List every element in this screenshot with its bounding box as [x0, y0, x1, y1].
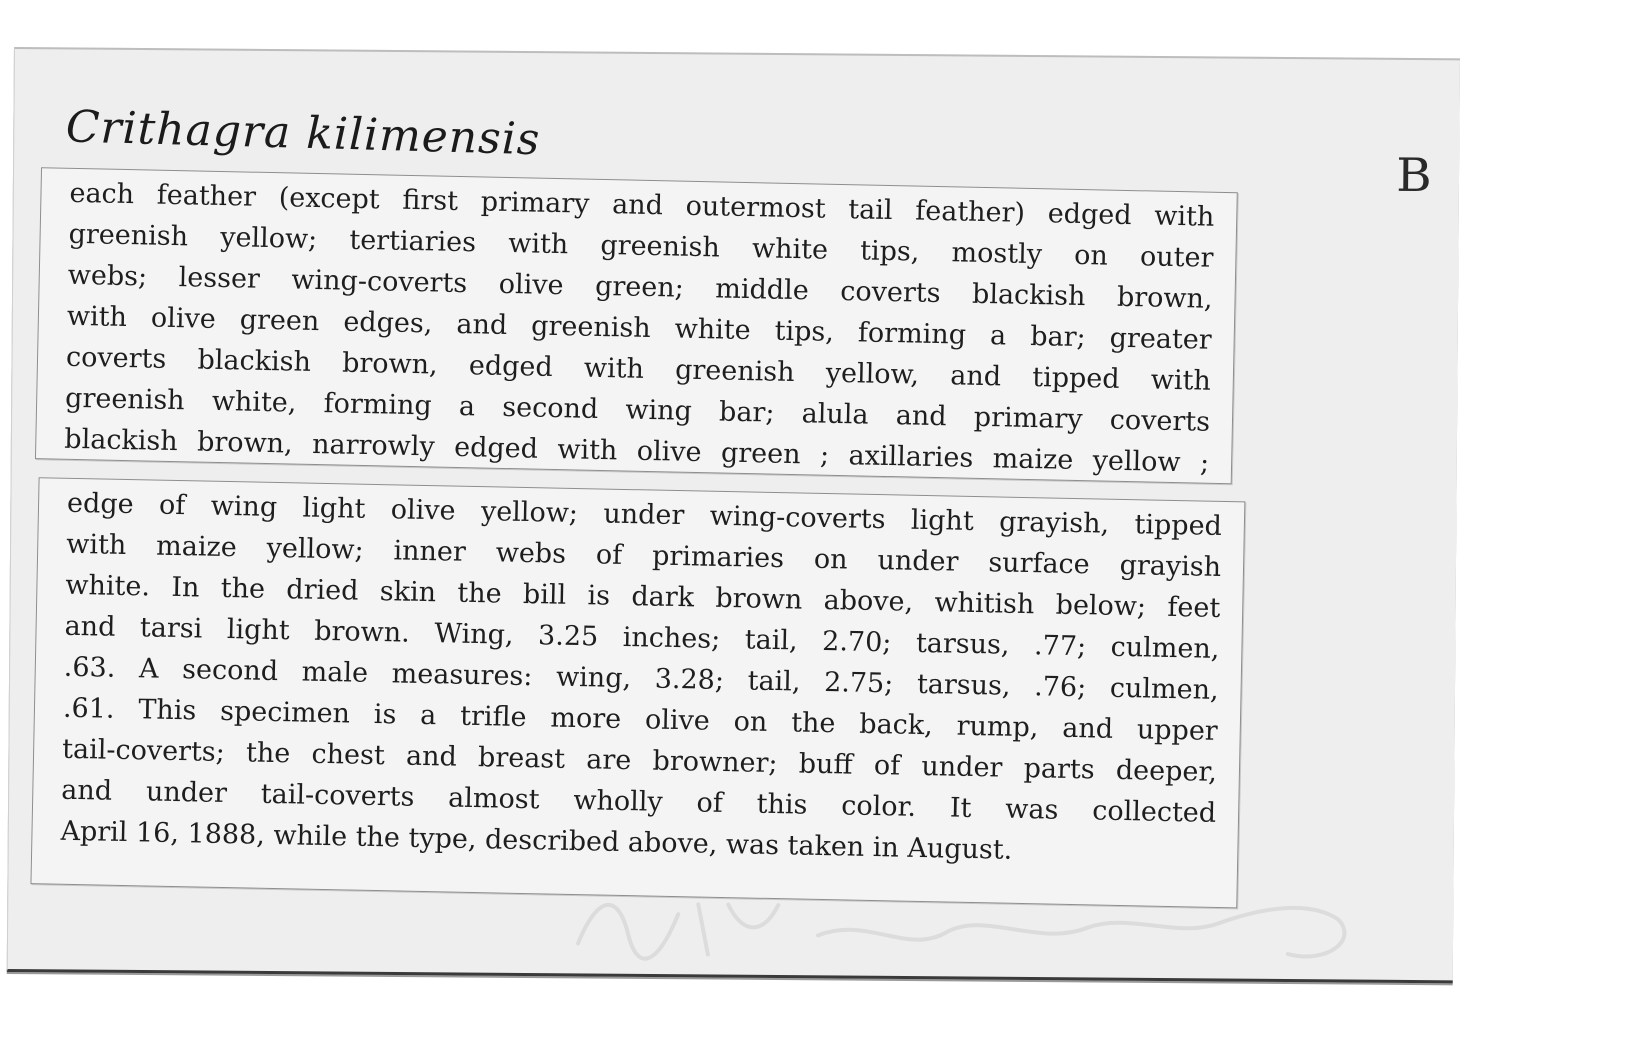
- text-line: with olive green edges, and greenish white tips, forming a bar; greater: [66, 300, 1213, 356]
- handwritten-species-name: Crithagra kilimensis: [65, 101, 542, 166]
- text-line: tail-coverts; the chest and breast are browner; buff of under parts deeper,: [61, 733, 1218, 788]
- text-line: coverts blackish brown, edged with greenish yellow, and tipped with: [65, 341, 1212, 397]
- text-line: blackish brown, narrowly edged with olive green ; axillaries maize yellow ;: [64, 423, 1210, 479]
- bleed-through-handwriting: [568, 873, 1369, 989]
- text-line: and under tail-coverts almost wholly of this color. It was collected: [61, 774, 1217, 829]
- text-line: with maize yellow; inner webs of primaries on under surface grayish: [65, 528, 1222, 583]
- text-line: April 16, 1888, while the type, described above, was taken in August.: [60, 815, 1013, 866]
- clipping-text: [64, 173, 1215, 484]
- index-card: [7, 47, 1460, 983]
- card-letter-mark: B: [1395, 147, 1432, 203]
- text-line: greenish yellow; tertiaries with greenish white tips, mostly on outer: [68, 218, 1214, 274]
- text-line: greenish white, forming a second wing bar; alula and primary coverts: [64, 382, 1211, 438]
- clipping-text: [60, 483, 1222, 875]
- text-line: and tarsi light brown. Wing, 3.25 inches; tail, 2.70; tarsus, .77; culmen,: [64, 610, 1220, 665]
- text-line: .61. This specimen is a trifle more olive on the back, rump, and upper: [62, 692, 1219, 747]
- text-line: white. In the dried skin the bill is dark brown above, whitish below; feet: [65, 569, 1221, 624]
- printed-clipping-upper: [35, 167, 1238, 484]
- printed-clipping-lower: [30, 477, 1245, 908]
- text-line: webs; lesser wing-coverts olive green; middle coverts blackish brown,: [67, 259, 1213, 315]
- text-line: .63. A second male measures: wing, 3.28; tail, 2.75; tarsus, .76; culmen,: [63, 651, 1219, 706]
- text-line: edge of wing light olive yellow; under wing-coverts light grayish, tipped: [66, 487, 1223, 542]
- text-line: each feather (except first primary and outermost tail feather) edged with: [69, 177, 1215, 233]
